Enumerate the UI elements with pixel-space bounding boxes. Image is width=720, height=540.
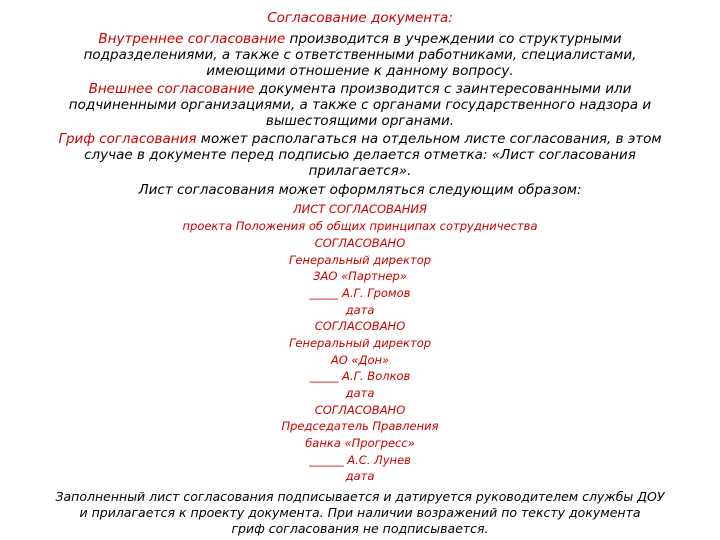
approval-block-2-approved: СОГЛАСОВАНО — [314, 319, 406, 333]
approval-block-1-org: ЗАО «Партнер» — [313, 269, 407, 283]
internal-approval-line-1 — [0, 31, 720, 47]
external-approval-line-1 — [0, 81, 720, 97]
stamp-line-1 — [0, 131, 720, 147]
approval-block-1-date: дата — [345, 303, 375, 317]
sheet-subheading: проекта Положения об общих принципах сотрудничества — [182, 219, 538, 233]
approval-block-2-signature: _____ А.Г. Волков — [309, 369, 411, 383]
stamp-text: может располагаться на отдельном листе согласования, в этом — [196, 131, 662, 147]
approval-block-2-org: АО «Дон» — [330, 353, 390, 367]
approval-block-1-position: Генеральный директор — [288, 253, 432, 267]
internal-approval-term: Внутреннее согласование — [98, 31, 286, 47]
stamp-term: Гриф согласования — [58, 131, 197, 147]
approval-block-2-date: дата — [345, 386, 375, 400]
internal-approval-line-2: подразделениями, а также с ответственными работниками, специалистами, — [83, 47, 637, 63]
external-approval-line-3: вышестоящими органами. — [265, 113, 455, 129]
approval-block-3-approved: СОГЛАСОВАНО — [314, 403, 406, 417]
footer-line-3: гриф согласования не подписывается. — [231, 521, 489, 536]
footer-line-1: Заполненный лист согласования подписывается и датируется руководителем службы ДОУ — [55, 489, 665, 504]
document-title: Согласование документа: — [267, 10, 453, 26]
internal-approval-text: производится в учреждении со структурными — [285, 31, 622, 47]
external-approval-text: документа производится с заинтересованными или — [254, 81, 632, 97]
sheet-heading: ЛИСТ СОГЛАСОВАНИЯ — [292, 202, 428, 216]
external-approval-term: Внешнее согласование — [88, 81, 255, 97]
sheet-intro: Лист согласования может оформляться следующим образом: — [138, 182, 582, 198]
approval-block-1-approved: СОГЛАСОВАНО — [314, 236, 406, 250]
approval-block-1-signature: _____ А.Г. Громов — [309, 286, 411, 300]
approval-block-3-signature: ______ А.С. Лунев — [309, 453, 411, 467]
external-approval-line-2: подчиненными организациями, а также с органами государственного надзора и — [68, 97, 652, 113]
stamp-line-3: прилагается». — [308, 163, 412, 179]
approval-block-3-position: Председатель Правления — [281, 419, 439, 433]
internal-approval-line-3: имеющими отношение к данному вопросу. — [206, 63, 514, 79]
approval-block-3-org: банка «Прогресс» — [305, 436, 415, 450]
stamp-line-2: случае в документе перед подписью делается отметка: «Лист согласования — [84, 147, 636, 163]
approval-block-3-date: дата — [345, 469, 375, 483]
approval-block-2-position: Генеральный директор — [288, 336, 432, 350]
footer-line-2: и прилагается к проекту документа. При наличии возражений по тексту документа — [79, 505, 641, 520]
